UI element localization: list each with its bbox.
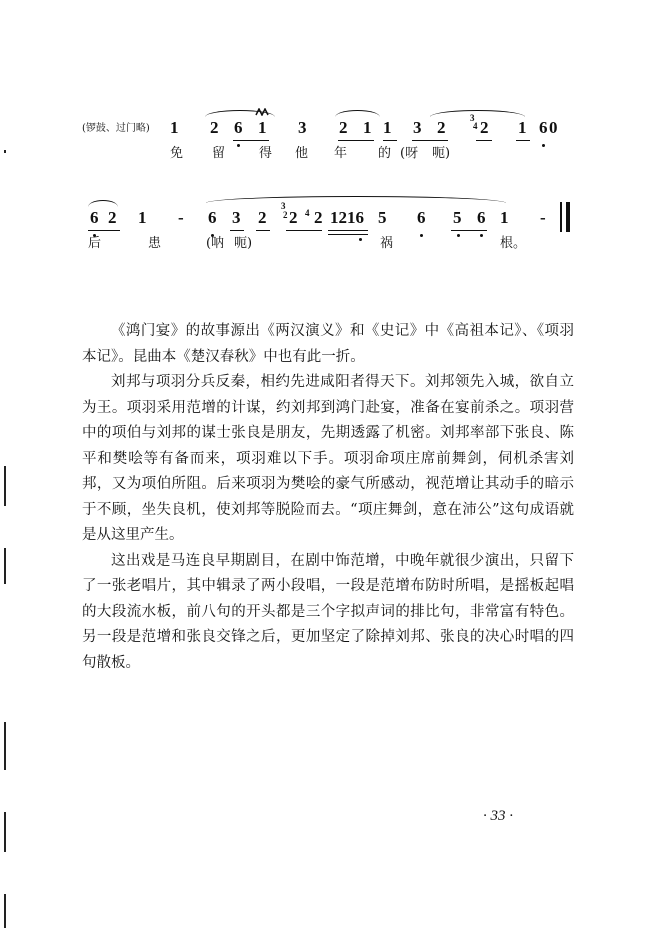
- scan-artifact: [4, 812, 6, 852]
- final-barline-thick: [566, 202, 570, 232]
- note: 5: [453, 208, 462, 227]
- lyric: 他: [295, 146, 309, 161]
- note: 2: [480, 118, 489, 137]
- lyrics-line-1: [0, 146, 655, 166]
- lyric: 后: [88, 236, 102, 251]
- paragraph: 这出戏是马连良早期剧目，在剧中饰范增，中晚年就很少演出，只留下了一张老唱片，其中辑录了两小段唱，一段是范增布防时所唱，是摇板起唱的大段流水板，前八句的开头都是三个字拟声词的排比句，非常富有特色。另一段是范增和张良交锋之后，更加坚定了除掉刘邦、张良的决心时唱的四句散板。: [82, 552, 574, 671]
- beat-underline: [233, 140, 269, 141]
- beat-underline: [328, 230, 368, 231]
- final-barline-thin: [560, 202, 562, 232]
- grace-note: 4: [473, 121, 478, 131]
- scan-artifact: [4, 150, 6, 153]
- note: -: [178, 208, 184, 227]
- lyric: (呐: [206, 236, 225, 251]
- slur: [88, 200, 118, 207]
- grace-note: 4: [305, 208, 310, 218]
- note: 2: [210, 118, 219, 137]
- lyric: (呀: [400, 146, 419, 161]
- beat-underline: [328, 234, 368, 235]
- scan-artifact: [4, 722, 6, 770]
- note: 6: [208, 208, 217, 227]
- lyric: 患: [148, 236, 162, 251]
- beat-underline: [256, 230, 270, 231]
- page-number: · 33 ·: [483, 808, 513, 824]
- note: 2: [437, 118, 446, 137]
- note: 3: [232, 208, 241, 227]
- note: 2: [108, 208, 117, 227]
- lyric: 年: [334, 146, 348, 161]
- beat-underline: [230, 230, 244, 231]
- lyric: 呃): [432, 146, 451, 161]
- grace-note: 3: [470, 113, 475, 123]
- note: 2: [289, 208, 298, 227]
- note: 1: [138, 208, 147, 227]
- scan-artifact: [4, 548, 6, 584]
- note: 1: [500, 208, 509, 227]
- slur: [335, 110, 380, 117]
- note: 5: [378, 208, 387, 227]
- lyrics-line-2: [0, 236, 655, 256]
- slur: [206, 196, 506, 203]
- lyric: 根。: [500, 236, 527, 251]
- note: 1: [170, 118, 179, 137]
- scan-artifact: [4, 894, 6, 928]
- beat-underline: [88, 230, 120, 231]
- note: 1216: [330, 208, 364, 227]
- beat-underline: [451, 230, 487, 231]
- note: 6: [477, 208, 486, 227]
- beat-underline: [338, 140, 374, 141]
- note: 0: [549, 118, 558, 137]
- note: 1: [383, 118, 392, 137]
- beat-underline: [286, 230, 322, 231]
- scan-artifact: [4, 466, 6, 506]
- lyric: 的: [378, 146, 392, 161]
- slur: [205, 110, 275, 117]
- beat-underline: [476, 140, 492, 141]
- lyric: 留: [212, 146, 226, 161]
- grace-note: 3: [281, 201, 286, 211]
- note: 6: [90, 208, 99, 227]
- note: 1: [518, 118, 527, 137]
- lyric: 祸: [380, 236, 394, 251]
- note: 3: [298, 118, 307, 137]
- note: -: [540, 208, 546, 227]
- beat-underline: [516, 140, 530, 141]
- note: 1: [258, 118, 267, 137]
- beat-underline: [412, 140, 448, 141]
- note: 6: [539, 118, 548, 137]
- percussion-label: (锣鼓、过门略): [82, 123, 150, 134]
- lyric: 得: [259, 146, 273, 161]
- note: 2: [314, 208, 323, 227]
- note: 6: [417, 208, 426, 227]
- grace-note: 2: [283, 210, 288, 220]
- note: 2: [258, 208, 267, 227]
- lyric: 呃): [234, 236, 253, 251]
- beat-underline: [383, 140, 397, 141]
- note: 1: [363, 118, 372, 137]
- note: 3: [413, 118, 422, 137]
- lyric: 免: [170, 146, 184, 161]
- note: 6: [234, 118, 243, 137]
- slur: [430, 110, 525, 117]
- article-body: [82, 319, 574, 676]
- note: 2: [339, 118, 348, 137]
- paragraph: 《鸿门宴》的故事源出《两汉演义》和《史记》中《高祖本记》、《项羽本记》。昆曲本《楚汉春秋》中也有此一折。: [82, 323, 574, 365]
- paragraph: 刘邦与项羽分兵反秦，相约先进咸阳者得天下。刘邦领先入城，欲自立为王。项羽采用范增的计谋，约刘邦到鸿门赴宴，准备在宴前杀之。项羽营中的项伯与刘邦的谋士张良是朋友，先期透露了机密。刘邦率部下张良、陈平和樊哙等有备而来，项羽难以下手。项羽命项庄席前舞剑，伺机杀害刘邦，又为项伯所阻。后来项羽为樊哙的豪气所感动，视范增让其动手的暗示于不顾，坐失良机，使刘邦等脱险而去。“项庄舞剑，意在沛公”这句成语就是从这里产生。: [82, 374, 574, 543]
